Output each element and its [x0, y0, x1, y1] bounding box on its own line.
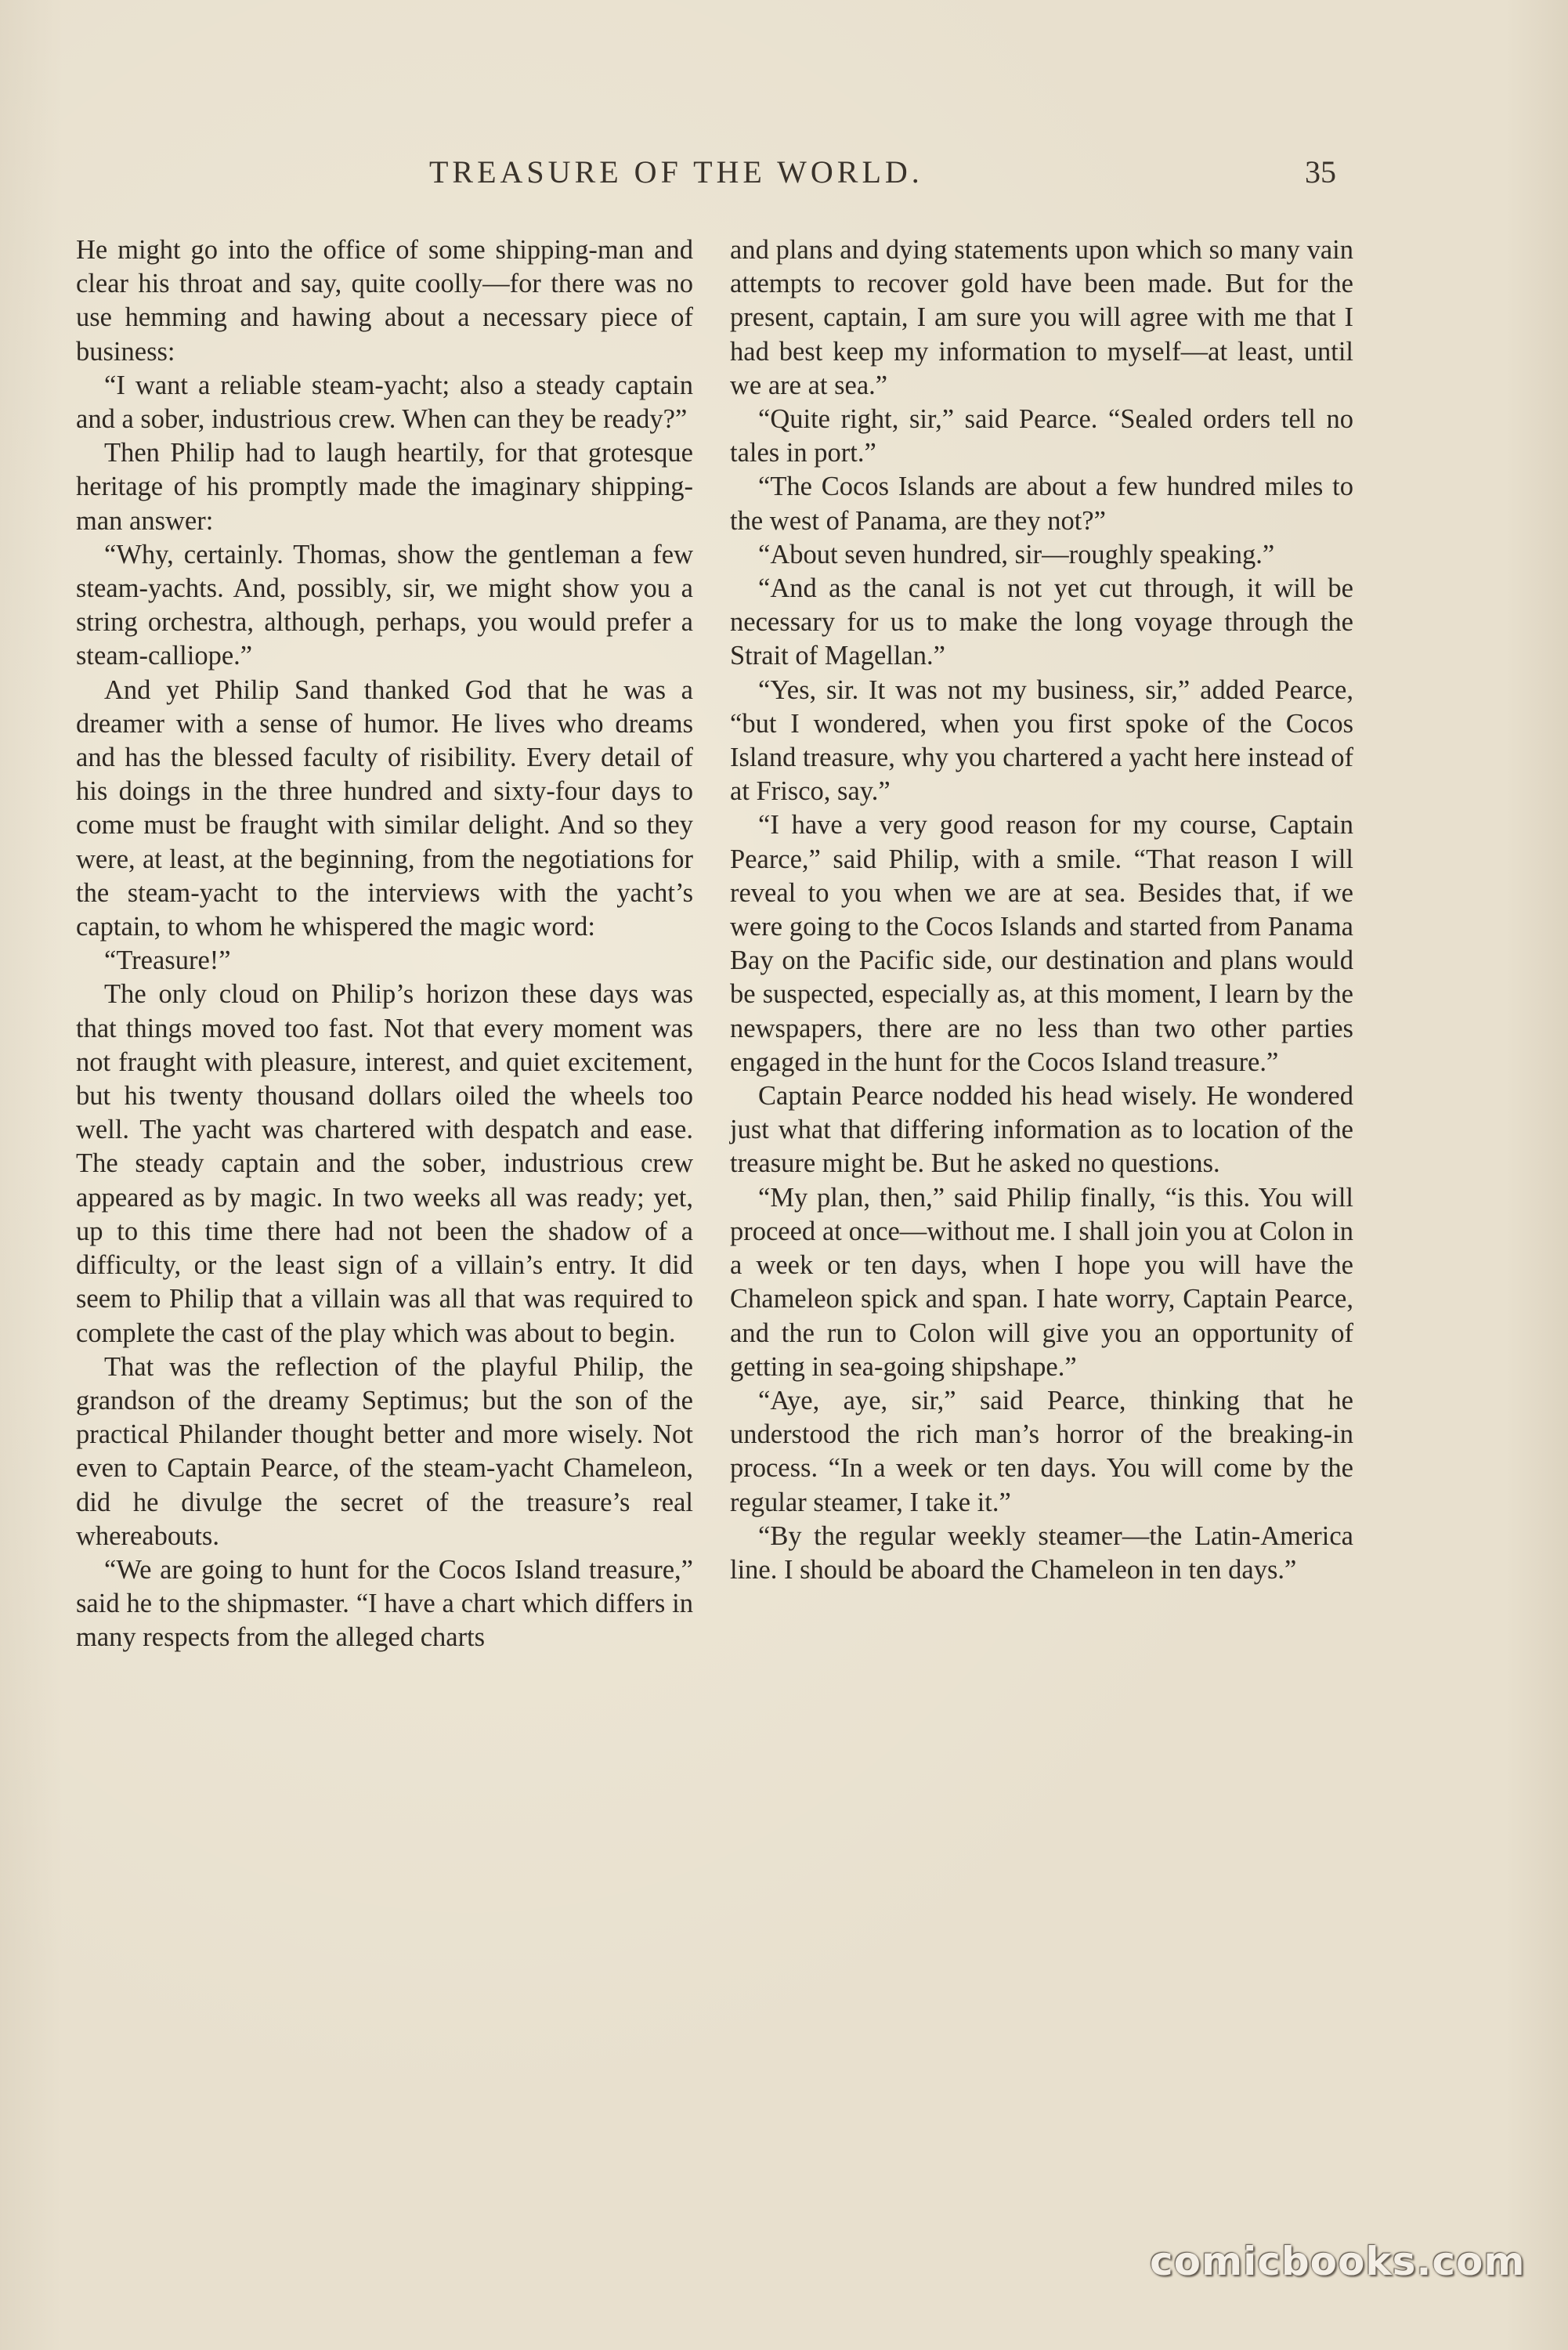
- paragraph: “Aye, aye, sir,” said Pearce, thinking that he understood the rich man’s horror of the breaking-in process. “In a week or ten days. You will come by the regular steamer, I take it.”: [730, 1385, 1353, 1517]
- running-title: TREASURE OF THE WORLD.: [429, 154, 923, 190]
- paragraph: “Quite right, sir,” said Pearce. “Sealed orders tell no tales in port.”: [730, 404, 1353, 468]
- left-column: [76, 233, 693, 1655]
- paragraph: “About seven hundred, sir—roughly speaking.”: [758, 539, 1275, 569]
- paragraph: Captain Pearce nodded his head wisely. He wondered just what that differing information as to location of the treasure might be. But he asked no questions.: [730, 1081, 1353, 1179]
- right-column: [730, 233, 1353, 1587]
- paragraph: He might go into the office of some shipping-man and clear his throat and say, quite coolly—for there was no use hemming and hawing about a necessary piece of business:: [76, 235, 693, 367]
- paragraph: And yet Philip Sand thanked God that he was a dreamer with a sense of humor. He lives who dreams and has the blessed faculty of risibility. Every detail of his doings in the three hundred and sixty-four days to come must be fraught with similar delight. And so they were, at least, at the beginning, from the negotiations for the steam-yacht to the interviews with the yacht’s captain, to whom he whispered the magic word:: [76, 674, 693, 942]
- paragraph: “I want a reliable steam-yacht; also a steady captain and a sober, industrious crew. When can they be ready?”: [76, 370, 693, 435]
- site-watermark: comicbooks.com: [1150, 2239, 1526, 2284]
- paragraph: “And as the canal is not yet cut through, it will be necessary for us to make the long voyage through the Strait of Magellan.”: [730, 573, 1353, 671]
- paragraph: “My plan, then,” said Philip finally, “is this. You will proceed at once—without me. I shall join you at Colon in a week or ten days, when I hope you will have the Chameleon spick and span. I hate worry, Captain Pearce, and the run to Colon will give you an opportunity of getting in sea-going shipshape.”: [730, 1182, 1353, 1382]
- paragraph: Then Philip had to laugh heartily, for that grotesque heritage of his promptly made the imaginary shipping-man answer:: [76, 438, 693, 536]
- paragraph: “We are going to hunt for the Cocos Island treasure,” said he to the shipmaster. “I have a chart which differs in many respects from the alleged charts: [76, 1554, 693, 1653]
- paragraph: “Treasure!”: [104, 945, 231, 976]
- paragraph: and plans and dying statements upon which so many vain attempts to recover gold have been made. But for the present, captain, I am sure you will agree with me that I had best keep my information to myself—at least, until we are at sea.”: [730, 235, 1353, 400]
- paragraph: “I have a very good reason for my course, Captain Pearce,” said Philip, with a smile. “That reason I will reveal to you when we are at sea. Besides that, if we were going to the Cocos Islands and started from Panama Bay on the Pacific side, our destination and plans would be suspected, especially as, at this moment, I learn by the newspapers, there are no less than two other parties engaged in the hunt for the Cocos Island treasure.”: [730, 810, 1353, 1077]
- paragraph: The only cloud on Philip’s horizon these days was that things moved too fast. Not that every moment was not fraught with pleasure, interest, and quiet excitement, but his twenty thousand dollars oiled the wheels too well. The yacht was chartered with despatch and ease. The steady captain and the sober, industrious crew appeared as by magic. In two weeks all was ready; yet, up to this time there had not been the shadow of a difficulty, or the least sign of a villain’s entry. It did seem to Philip that a villain was all that was required to complete the cast of the play which was about to begin.: [76, 979, 693, 1348]
- paragraph: “By the regular weekly steamer—the Latin-America line. I should be aboard the Chameleon in ten days.”: [730, 1520, 1353, 1585]
- paragraph: That was the reflection of the playful Philip, the grandson of the dreamy Septimus; but the son of the practical Philander thought better and more wisely. Not even to Captain Pearce, of the steam-yacht Chameleon, did he divulge the secret of the treasure’s real whereabouts.: [76, 1351, 693, 1551]
- paragraph: “Yes, sir. It was not my business, sir,” added Pearce, “but I wondered, when you first spoke of the Cocos Island treasure, why you chartered a yacht here instead of at Frisco, say.”: [730, 674, 1353, 807]
- paragraph: “The Cocos Islands are about a few hundred miles to the west of Panama, are they not?”: [730, 472, 1353, 536]
- page-number: 35: [1305, 154, 1336, 190]
- paragraph: “Why, certainly. Thomas, show the gentleman a few steam-yachts. And, possibly, sir, we might show you a string orchestra, although, perhaps, you would prefer a steam-calliope.”: [76, 539, 693, 671]
- page-header: [0, 154, 1568, 201]
